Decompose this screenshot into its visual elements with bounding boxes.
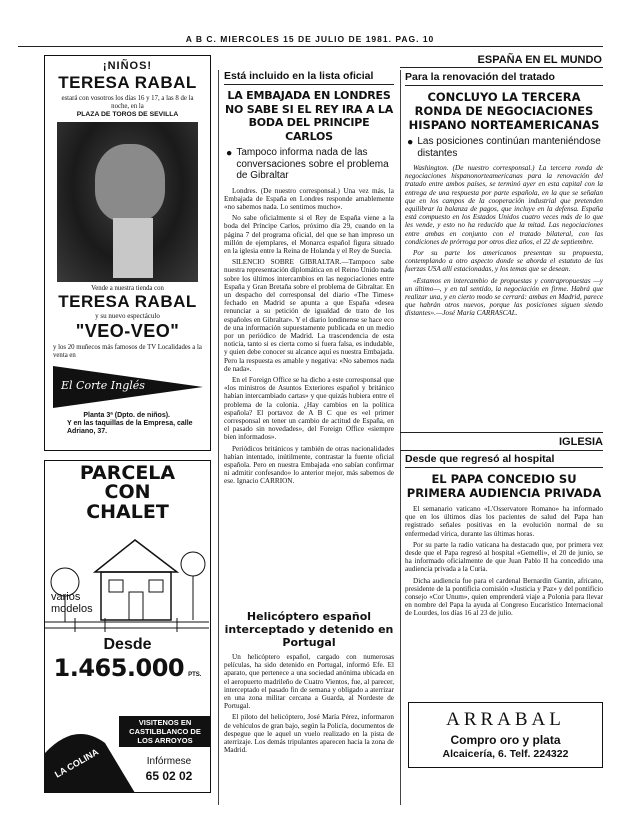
kicker-rule — [224, 84, 394, 85]
article-embajada-p3: SILENCIO SOBRE GIBRALTAR.—Tampoco sabe nuestra representación diplomática en el Reino Unido nada sobre los últimos intercambios en las negociaciones entre España y Gran Bretaña sobre el problema de Gibraltar. En un despacho del corresponsal del diario «The Times» fechado en Madrid se apunta a que España «desea renunciar a su petición de igualdad de trato de los españoles en Gibraltar». Y el diario londinense se hace eco de una información supuestamente publicada en un medio por un periódico de Madrid. La trascendencia de esta noticia, tanto si es cierta como si fuera falsa, es indudable, y quien debe conocer su alcance aquí es nuestra Embajada. Pero la respuesta es amable y negativa: «No sabemos nada de nada». — [224, 258, 394, 373]
photo-face — [95, 144, 165, 222]
parcela-varios-text: varios — [51, 591, 81, 603]
article-embajada-sub — [224, 147, 394, 182]
parcela-visit-1: VISITENOS EN — [138, 718, 192, 727]
parcela-title-3: CHALET — [86, 501, 169, 523]
article-helicoptero — [224, 610, 394, 757]
page-header: A B C. MIERCOLES 15 DE JULIO DE 1981. PAG. 10 — [185, 34, 435, 44]
parcela-visit-3: LOS ARROYOS — [137, 736, 193, 745]
article-embajada-p4: En el Foreign Office se ha dicho a este corresponsal que «los ministros de Asuntos Exteriores español y británico habían intercambiado cartas» y que quizás hubiera entre el problema de la colonia. ¿Hay cambios en la política española? El portavoz de A B C que es «el primer corresponsal en tener un cambio de actitud de España, en el pasado sin novedades», del Foreign Office «siempre bien informados». — [224, 375, 394, 442]
article-papa-p2: Por su parte la radio vaticana ha destacado que, por primera vez desde que el Papa regresó al hospital «Gemelli», el 20 de junio, se ha informado oficialmente de que Juan Pablo II ha concedido una audiencia privada a la Curia. — [405, 540, 603, 574]
article-tratado-kicker: Para la renovación del tratado — [405, 71, 555, 83]
ad-teresa-rabal — [44, 55, 211, 451]
ad-address-1: Planta 3ª (Dpto. de niños). — [83, 411, 170, 419]
article-papa-title: EL PAPA CONCEDIO SU PRIMERA AUDIENCIA PRIVADA — [406, 472, 602, 500]
article-tratado-title: CONCLUYO LA TERCERA RONDA DE NEGOCIACIONES HISPANO NORTEAMERICANAS — [408, 90, 600, 132]
parcela-price-row — [45, 654, 210, 682]
iglesia-rule-bottom — [400, 450, 603, 451]
bullet-icon: ● — [226, 147, 233, 159]
ad-address-2: Y en las taquillas de la Empresa, calle Adriano, 37. — [67, 419, 193, 435]
photo-body — [113, 218, 153, 278]
arrabal-line-1: Compro oro y plata — [450, 733, 561, 747]
article-papa-p3: Dicha audiencia fue para el cardenal Bernardin Gantin, africano, presidente de la pontificia comisión «Justicia y Paz» y del pontificio consejo «Cor Unum», quien emprenderá viaje a Polonia para llevar en nombre del Papa la ayuda al Congreso Eucarístico Internacional de Lourdes, los días 16 al 23 de julio. — [405, 576, 603, 618]
article-helicoptero-title: Helicóptero español interceptado y detenido en Portugal — [224, 610, 394, 649]
corte-ingles-text: El Corte Inglés — [61, 378, 145, 392]
arrabal-line-2: Alcaicería, 6. Telf. 224322 — [442, 748, 569, 760]
article-embajada-title: LA EMBAJADA EN LONDRES NO SABE SI EL REY IRA A LA BODA DEL PRINCIPE CARLOS — [224, 89, 394, 143]
corte-ingles-logo — [53, 366, 210, 408]
kicker-rule-3 — [405, 467, 603, 468]
parcela-pts: PTS. — [188, 672, 202, 678]
article-papa-p1: El semanario vaticano «L'Osservatore Romano» ha informado que en los últimos días los pacientes de salud del Papa han registrado señales positivas en la evolución normal de su enfermedad vírica, durante las últimas horas. — [405, 505, 603, 538]
parcela-price: 1.465.000 — [53, 654, 185, 682]
article-tratado-p1: Washington. (De nuestro corresponsal.) La tercera ronda de negociaciones hispanonorteamericanas para la renovación del tratado entre ambos países, se terminó ayer en esta capital con la entrega de una respuesta por parte española, en la que se señalan que en los campos de la cooperación industrial que pretenden equilibrar la balanza de pagos, que incluye en la defensa. España está compuesto en los Estados Unidos cuatro veces más de lo que les vende, y esto no ha reducido que la mitad. Las negociaciones entre ambas en conjunto con el tratado bilateral, con las condiciones de prórroga por otros diez años, el 22 de septiembre. — [405, 164, 603, 246]
ad-parcela-chalet — [44, 460, 211, 793]
article-helicoptero-body — [224, 653, 394, 754]
arrabal-name: ARRABAL — [446, 709, 565, 730]
parcela-visit-2: CASTILBLANCO DE — [129, 727, 201, 736]
parcela-desde: Desde — [103, 636, 152, 653]
article-embajada-p5: Periódicos británicos y también de otras nacionalidades habían intentado, inútilmente, contrastar la fuente oficial española. Pero en nuestra Embajada «no sabían confirmar ni admitir confesando» lo anterior mejor, más sabemos de ese. Ignacio CARRION. — [224, 444, 394, 486]
ad-teresa-name-2: TERESA RABAL — [58, 292, 197, 312]
ad-show-title: "VEO-VEO" — [75, 321, 180, 342]
header-rule — [18, 46, 603, 47]
article-tratado-subtitle: Las posiciones continúan manteniéndose distantes — [417, 136, 601, 159]
article-tratado-p3: «Estamos en intercambio de propuestas y contrapropuestas —y un último—, y en tal sentido, la negociación en firme. Habrá que realizar una, y en cierto modo se cerrará: ambas en Madrid, parece que habrán otros nuevos, porque las posiciones siguen siendo distantes».—José María CARRASCAL. — [405, 276, 603, 318]
chalet-drawing-icon — [45, 522, 209, 634]
parcela-badge: MUCHAS FACILIDADES DE PAGO — [56, 694, 100, 730]
ad-sold-at: Vende a nuestra tienda con — [91, 285, 164, 293]
parcela-phone: 65 02 02 — [145, 769, 193, 783]
ad-teresa-name: TERESA RABAL — [58, 73, 197, 92]
article-embajada-kicker: Está incluido en la lista oficial — [224, 70, 374, 82]
iglesia-rule-top — [400, 432, 603, 433]
section-espana-en-el-mundo: ESPAÑA EN EL MUNDO — [477, 54, 602, 66]
ad-venue: PLAZA DE TOROS DE SEVILLA — [76, 111, 179, 119]
section-iglesia: IGLESIA — [558, 436, 603, 448]
article-embajada-subtitle: Tampoco informa nada de las conversaciones sobre el problema de Gibraltar — [236, 147, 389, 181]
article-embajada-p1: Londres. (De nuestro corresponsal.) Una vez más, la Embajada de España en Londres responde amablemente «no sabemos nada. Lo sentimos mucho». — [224, 186, 394, 211]
article-tratado-p2: Por su parte los americanos presentan su propuesta, contemplando a otro aspecto donde se aborda el estatuto de las fuerzas USA allí estacionadas, y los temas que se desean. — [405, 249, 603, 274]
article-embajada-p2: No sabe oficialmente si el Rey de España viene a la boda del Príncipe Carlos, próximo día 29, cuando en la página 7 del programa oficial, del que se han impreso un millón de ejemplares, el Monarca español figura situado en la iglesia entre la Reina de Holanda y el Rey de Suecia. — [224, 214, 394, 255]
article-papa-body — [405, 505, 603, 618]
section-rule — [400, 67, 603, 68]
column-rule-right — [400, 70, 401, 805]
parcela-title-2: CON — [104, 481, 151, 503]
article-papa-kicker: Desde que regresó al hospital — [405, 453, 555, 465]
ad-intro: estará con vosotros los días 16 y 17, a las 8 de la noche, en la — [61, 95, 194, 110]
ad-tickets: y los 20 muñecos más famosos de TV Localidades a la venta en — [53, 344, 202, 359]
parcela-title-1: PARCELA — [79, 462, 176, 484]
article-embajada-body — [224, 187, 394, 486]
ad-ninos: ¡NIÑOS! — [102, 60, 153, 72]
article-tratado-sub — [405, 136, 603, 159]
teresa-photo — [57, 122, 198, 282]
article-embajada — [224, 70, 394, 489]
kicker-rule-2 — [405, 85, 603, 86]
parcela-modelos-text: modelos — [51, 603, 93, 615]
column-rule-left — [218, 70, 219, 805]
ad-new-show: y su nuevo espectáculo — [95, 312, 160, 321]
article-papa — [405, 453, 603, 621]
parcela-brand: LA COLINA — [53, 746, 101, 780]
bullet-icon-2: ● — [407, 136, 414, 148]
parcela-varios — [51, 591, 93, 615]
ad-arrabal — [408, 702, 603, 768]
article-tratado — [405, 71, 603, 321]
article-tratado-body — [405, 164, 603, 318]
article-helicoptero-p2: El piloto del helicóptero, José María Pérez, informaron de vehículos de gran bajo, según la Policía, documentos de despegue que le aquel un vuelo realizado en la pista de aterrizaje. Los demás tripulantes aparecen hacia la zona de Madrid. — [224, 713, 394, 755]
article-helicoptero-p1: Un helicóptero español, cargado con numerosas películas, ha sido detenido en Portugal, informó Efe. El aparato, que pertenece a una sociedad anónima ubicada en el aeropuerto madrileño de Cuatro Vientos, fue, al parecer, interceptado el pasado fin de semana y obligado a aterrizar en una zona militar cercana a Guarda, al Nordeste de Portugal. — [224, 653, 394, 711]
parcela-informese: Infórmese — [146, 756, 192, 767]
